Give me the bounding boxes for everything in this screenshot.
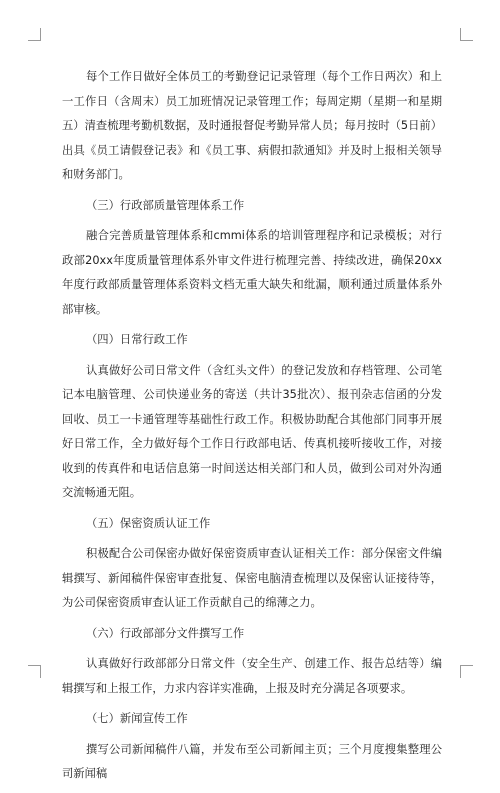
paragraph-quality: 融合完善质量管理体系和cmmi体系的培训管理程序和记录模板；对行政部20xx年度质量管理体系外审文件进行梳理完善、持续改进，确保20xx年度行政部质量管理体系资料文档无重大缺失和纰漏，顺利通过质量体系外部审核。: [62, 229, 442, 316]
crop-mark-top-left: [28, 28, 41, 41]
document-body: [62, 65, 442, 793]
section-heading-documents: （六）行政部部分文件撰写工作: [86, 626, 245, 640]
crop-mark-bottom-right: [460, 665, 473, 678]
paragraph-news: 撰写公司新闻稿件八篇，并发布至公司新闻主页；三个月度搜集整理公司新闻稿: [62, 742, 442, 780]
section-heading-news: （七）新闻宣传工作: [86, 712, 188, 725]
section-heading-daily-admin: （四）日常行政工作: [86, 333, 188, 346]
paragraph-attendance: 每个工作日做好全体员工的考勤登记记录管理（每个工作日两次）和上一工作日（含周末）员工加班情况记录管理工作；每周定期（星期一和星期五）清查梳理考勤机数据，及时通报督促考勤异常人员；每月按时（5日前）出具《员工请假登记表》和《员工事、病假扣款通知》并及时上报相关领导和财务部门。: [62, 70, 442, 181]
paragraph-confidentiality: 积极配合公司保密办做好保密资质审查认证相关工作：部分保密文件编辑撰写、新闻稿件保密审查批复、保密电脑清查梳理以及保密认证接待等，为公司保密资质审查认证工作贡献自己的绵薄之力。: [62, 547, 442, 609]
crop-mark-top-right: [460, 28, 473, 41]
paragraph-documents: 认真做好行政部部分日常文件（安全生产、创建工作、报告总结等）编辑撰写和上报工作，力求内容详实准确，上报及时充分满足各项要求。: [62, 657, 442, 695]
paragraph-daily-admin: 认真做好公司日常文件（含红头文件）的登记发放和存档管理、公司笔记本电脑管理、公司快递业务的寄送（共计35批次）、报刊杂志信函的分发回收、员工一卡通管理等基础性行政工作。积极协助配合其他部门同事开展好日常工作，全力做好每个工作日行政部电话、传真机接听接收工作，对接收到的传真件和电话信息第一时间送达相关部门和人员，做到公司对外沟通交流畅通无阻。: [62, 363, 442, 499]
section-heading-confidentiality: （五）保密资质认证工作: [86, 516, 211, 530]
section-heading-quality: （三）行政部质量管理体系工作: [86, 198, 245, 212]
crop-mark-bottom-left: [28, 665, 41, 678]
